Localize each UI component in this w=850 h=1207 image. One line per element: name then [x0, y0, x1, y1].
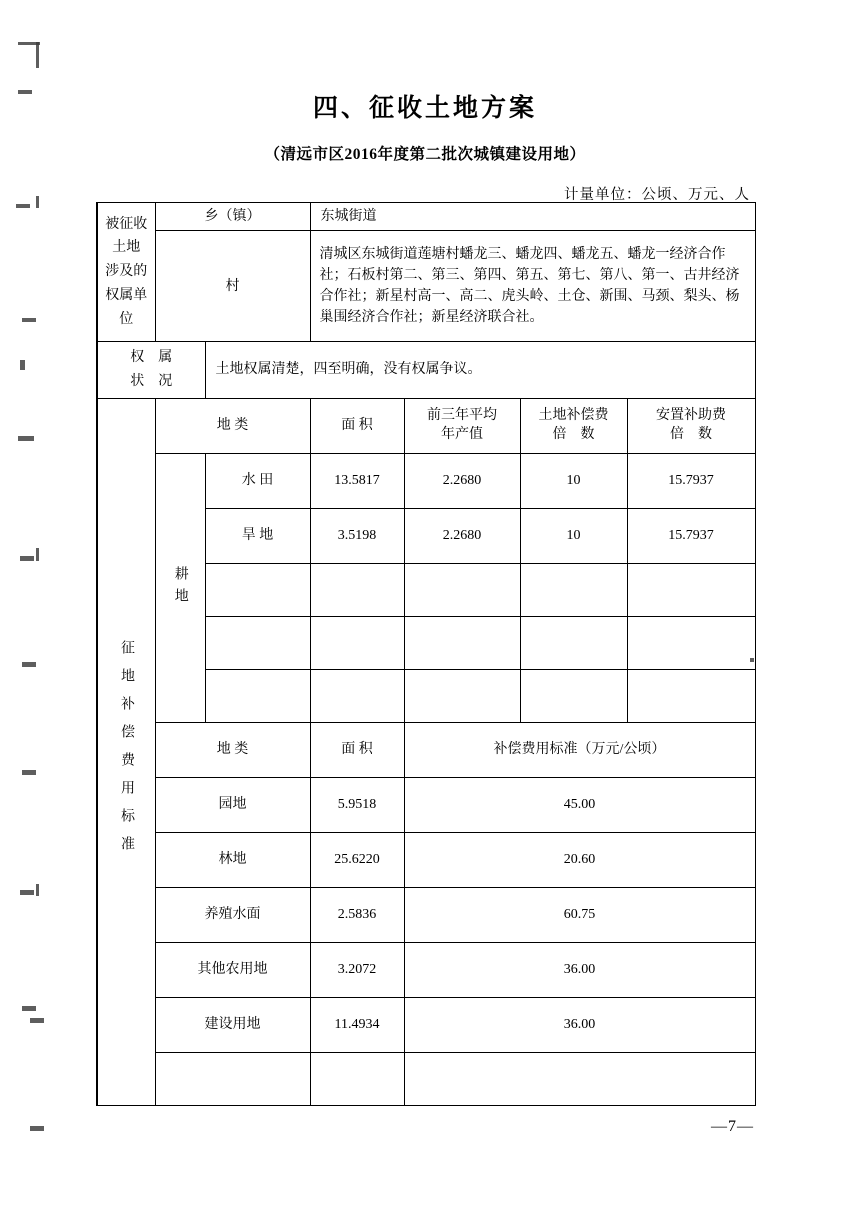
farmland-cell-landcomp	[520, 616, 627, 669]
other-cell-area: 5.9518	[310, 777, 404, 832]
farmland-cell-landtype	[205, 563, 310, 616]
other-cell-standard: 20.60	[404, 832, 755, 887]
village-value: 清城区东城街道莲塘村蟠龙三、蟠龙四、蟠龙五、蟠龙一经济合作社；石板村第二、第三、第四、第五、第七、第八、第一、古井经济合作社；新星村高一、高二、虎头岭、土仓、新围、马颈、梨头、杨巢围经济合作社；新星经济联合社。	[310, 231, 755, 342]
scan-artifact	[36, 884, 39, 896]
table-row-township	[97, 203, 755, 231]
other-header-landtype: 地 类	[155, 722, 310, 777]
other-cell-landtype: 园地	[155, 777, 310, 832]
page-subtitle: （清远市区2016年度第二批次城镇建设用地）	[264, 146, 586, 163]
farmland-header-yield	[404, 398, 520, 453]
farmland-header-area: 面 积	[310, 398, 404, 453]
other-cell-standard: 36.00	[404, 942, 755, 997]
other-cell-area: 3.2072	[310, 942, 404, 997]
other-cell-standard: 45.00	[404, 777, 755, 832]
farmland-header-resettle	[627, 398, 755, 453]
farmland-cell-yield: 2.2680	[404, 508, 520, 563]
farmland-cell-yield: 2.2680	[404, 453, 520, 508]
table-row	[97, 777, 755, 832]
farmland-cell-landcomp: 10	[520, 508, 627, 563]
other-cell-area: 25.6220	[310, 832, 404, 887]
farmland-header-yield-l2: 年产值	[441, 426, 483, 442]
table-row-village	[97, 231, 755, 342]
scan-artifact	[36, 548, 39, 561]
farmland-cell-landtype	[205, 669, 310, 722]
township-value: 东城街道	[310, 203, 755, 231]
farmland-header-landcomp-l1: 土地补偿费	[538, 407, 609, 423]
farmland-label	[155, 453, 205, 722]
owner-unit-label	[97, 203, 155, 342]
compensation-section-label-text: 征地补偿费用标准	[118, 639, 134, 864]
village-label: 村	[155, 231, 310, 342]
table-row	[97, 997, 755, 1052]
farmland-cell-area: 13.5817	[310, 453, 404, 508]
scan-artifact	[30, 1018, 44, 1023]
scan-artifact	[20, 890, 34, 895]
scan-artifact	[20, 556, 34, 561]
ownership-status-label-l2: 状 况	[130, 373, 173, 389]
farmland-header-yield-l1: 前三年平均	[427, 407, 497, 423]
farmland-cell-resettle	[627, 616, 755, 669]
farmland-cell-area: 3.5198	[310, 508, 404, 563]
farmland-header-resettle-l1: 安置补助费	[656, 407, 726, 423]
other-cell-standard: 60.75	[404, 887, 755, 942]
page-number: —7—	[711, 1118, 754, 1135]
owner-unit-label-l1: 被征收土地	[105, 216, 148, 256]
owner-unit-label-l2: 涉及的	[105, 264, 148, 280]
land-requisition-table	[96, 202, 756, 1106]
other-cell-landtype: 其他农用地	[155, 942, 310, 997]
scan-artifact	[16, 204, 30, 208]
scan-artifact	[36, 196, 39, 208]
page-title: 四、征收土地方案	[312, 95, 537, 122]
farmland-cell-landtype: 水 田	[205, 453, 310, 508]
farmland-header-landcomp-l2: 倍 数	[552, 426, 595, 442]
other-cell-landtype: 建设用地	[155, 997, 310, 1052]
table-row	[97, 453, 755, 508]
other-cell-standard: 36.00	[404, 997, 755, 1052]
farmland-cell-resettle: 15.7937	[627, 508, 755, 563]
table-row	[97, 832, 755, 887]
farmland-cell-resettle	[627, 563, 755, 616]
farmland-header-resettle-l2: 倍 数	[670, 426, 712, 442]
ownership-status-value: 土地权属清楚，四至明确，没有权属争议。	[205, 342, 755, 399]
table-row-other-header	[97, 722, 755, 777]
farmland-cell-landcomp	[520, 669, 627, 722]
table-row-ownership-status	[97, 342, 755, 399]
other-header-standard: 补偿费用标准（万元/公顷）	[404, 722, 755, 777]
other-cell-area	[310, 1052, 404, 1105]
ownership-status-label-l1: 权 属	[130, 350, 173, 365]
other-header-area: 面 积	[310, 722, 404, 777]
scan-artifact	[20, 360, 25, 370]
other-cell-landtype	[155, 1052, 310, 1105]
scan-artifact	[22, 1006, 36, 1011]
township-label: 乡（镇）	[155, 203, 310, 231]
table-row	[97, 942, 755, 997]
scan-artifact	[22, 770, 36, 775]
farmland-cell-resettle: 15.7937	[627, 453, 755, 508]
table-row	[97, 1052, 755, 1105]
farmland-cell-landtype: 旱 地	[205, 508, 310, 563]
farmland-cell-landtype	[205, 616, 310, 669]
table-row	[97, 887, 755, 942]
farmland-cell-yield	[404, 669, 520, 722]
farmland-cell-resettle	[627, 669, 755, 722]
compensation-section-label	[97, 398, 155, 1105]
farmland-header-landtype: 地 类	[155, 398, 310, 453]
farmland-cell-area	[310, 669, 404, 722]
other-cell-landtype: 养殖水面	[155, 887, 310, 942]
farmland-cell-landcomp	[520, 563, 627, 616]
other-cell-area: 11.4934	[310, 997, 404, 1052]
scan-artifact	[30, 1126, 44, 1131]
measurement-unit-note: 计量单位：公顷、万元、人	[564, 187, 750, 203]
farmland-header-landcomp	[520, 398, 627, 453]
farmland-cell-landcomp: 10	[520, 453, 627, 508]
other-cell-standard	[404, 1052, 755, 1105]
scan-artifact	[36, 42, 39, 68]
farmland-cell-area	[310, 616, 404, 669]
scan-artifact	[22, 662, 36, 667]
farmland-cell-area	[310, 563, 404, 616]
farmland-label-text: 耕地	[172, 565, 188, 610]
scan-artifact	[22, 318, 36, 322]
farmland-cell-yield	[404, 616, 520, 669]
scan-artifact	[18, 436, 34, 441]
ownership-status-label	[97, 342, 205, 399]
owner-unit-label-l3: 权属单位	[105, 287, 148, 327]
table-row-farmland-header	[97, 398, 755, 453]
other-cell-landtype: 林地	[155, 832, 310, 887]
other-cell-area: 2.5836	[310, 887, 404, 942]
farmland-cell-yield	[404, 563, 520, 616]
